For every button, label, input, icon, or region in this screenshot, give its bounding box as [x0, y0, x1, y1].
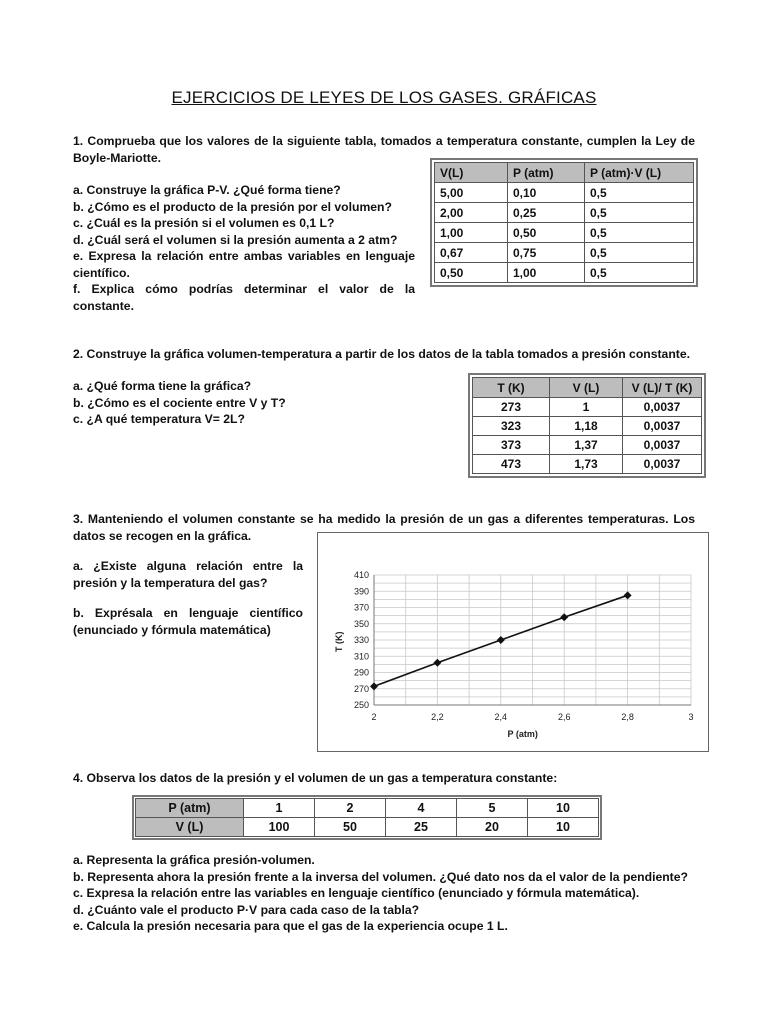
table-cell: 0,5 — [585, 183, 694, 203]
chart-axes — [354, 570, 694, 722]
ex1-question-a: a. Construye la gráfica P-V. ¿Qué forma tiene? — [73, 183, 341, 197]
ex4-question-c: c. Expresa la relación entre las variables en lenguaje científico (enunciado y fórmula matemática). — [73, 886, 640, 900]
chart-x-tick-label: 3 — [688, 712, 694, 722]
ex4-table-frame — [132, 795, 602, 840]
table-cell: 0,50 — [508, 223, 585, 243]
table-cell: 100 — [244, 818, 315, 837]
table-row — [435, 223, 694, 243]
table-cell: 0,67 — [435, 243, 508, 263]
ex1-questions — [73, 182, 415, 314]
ex2-questions — [73, 378, 373, 428]
chart-grid — [374, 575, 691, 705]
chart-x-tick-label: 2 — [371, 712, 377, 722]
chart-data-point — [560, 613, 568, 621]
ex3-chart — [318, 533, 708, 751]
table-cell: 1,37 — [550, 436, 623, 455]
table-cell: 0,5 — [585, 223, 694, 243]
ex1-question-e: e. Expresa la relación entre ambas variables en lenguaje científico. — [73, 249, 415, 280]
chart-data-point — [624, 591, 632, 599]
table-cell: 0,0037 — [623, 455, 702, 474]
chart-y-tick-label: 290 — [353, 667, 369, 678]
table-cell: 273 — [473, 398, 550, 417]
table-cell: 10 — [528, 818, 599, 837]
chart-y-tick-label: 270 — [353, 683, 369, 694]
chart-y-tick-label: 370 — [353, 602, 369, 613]
chart-data-point — [497, 636, 505, 644]
table-cell: 1,73 — [550, 455, 623, 474]
chart-y-axis-label: T (K) — [334, 631, 344, 652]
chart-y-tick-label: 330 — [353, 635, 369, 645]
chart-y-tick-label: 250 — [353, 700, 369, 710]
ex3-chart-frame — [317, 532, 709, 752]
table-row — [473, 436, 702, 455]
table-cell: 1 — [550, 398, 623, 417]
chart-y-tick-label: 410 — [353, 570, 369, 580]
ex1-question-d: d. ¿Cuál será el volumen si la presión aumenta a 2 atm? — [73, 232, 398, 247]
ex2-header-ratio: V (L)/ T (K) — [623, 378, 702, 398]
table-row — [435, 243, 694, 263]
ex4-intro: 4. Observa los datos de la presión y el volumen de un gas a temperatura constante: — [73, 771, 558, 785]
ex1-header-pv: P (atm)·V (L) — [585, 163, 694, 183]
ex1-table-frame — [430, 158, 698, 287]
table-cell: 0,5 — [585, 203, 694, 223]
ex2-header-v: V (L) — [550, 378, 623, 398]
ex1-question-f: f. Explica cómo podrías determinar el valor de la constante. — [73, 282, 415, 313]
chart-data-point — [433, 659, 441, 667]
ex2-intro: 2. Construye la gráfica volumen-temperatura a partir de los datos de la tabla tomados a presión constante. — [73, 347, 690, 361]
ex2-question-c: c. ¿A qué temperatura V= 2L? — [73, 412, 245, 426]
table-cell: 1,18 — [550, 417, 623, 436]
table-row — [473, 417, 702, 436]
chart-y-tick-label: 310 — [353, 651, 369, 662]
chart-y-tick-label: 350 — [353, 618, 369, 629]
table-row — [435, 203, 694, 223]
table-cell: 0,5 — [585, 263, 694, 283]
table-row — [136, 818, 599, 837]
ex1-question-c: c. ¿Cuál es la presión si el volumen es 0,1 L? — [73, 216, 335, 230]
table-cell: 0,0037 — [623, 417, 702, 436]
table-cell: 0,0037 — [623, 398, 702, 417]
ex2-question-b: b. ¿Cómo es el cociente entre V y T? — [73, 395, 286, 410]
ex4-question-d: d. ¿Cuánto vale el producto P·V para cada caso de la tabla? — [73, 902, 420, 917]
table-cell: 1 — [244, 799, 315, 818]
table-cell: 0,50 — [435, 263, 508, 283]
chart-x-tick-label: 2,8 — [621, 712, 634, 722]
ex1-question-b: b. ¿Cómo es el producto de la presión por el volumen? — [73, 199, 392, 214]
table-cell: 4 — [386, 799, 457, 818]
table-cell: 0,75 — [508, 243, 585, 263]
ex4-question-a: a. Representa la gráfica presión-volumen. — [73, 853, 315, 867]
ex2-question-a: a. ¿Qué forma tiene la gráfica? — [73, 379, 252, 393]
table-cell: 0,25 — [508, 203, 585, 223]
table-row — [435, 183, 694, 203]
ex4-questions — [73, 852, 723, 935]
chart-x-tick-label: 2,2 — [431, 712, 444, 722]
table-row — [473, 398, 702, 417]
table-cell: 1,00 — [508, 263, 585, 283]
ex2-table-frame — [468, 373, 706, 478]
table-cell: 25 — [386, 818, 457, 837]
chart-x-tick-label: 2,4 — [494, 712, 508, 722]
ex1-table-header — [435, 163, 694, 183]
chart-x-tick-label: 2,6 — [557, 712, 571, 722]
table-cell: 10 — [528, 799, 599, 818]
chart-y-tick-label: 390 — [353, 586, 369, 597]
ex2-header-t: T (K) — [473, 378, 550, 398]
ex2-table — [472, 377, 702, 474]
table-cell: 0,5 — [585, 243, 694, 263]
table-row — [435, 263, 694, 283]
ex4-row-label-v: V (L) — [136, 818, 244, 837]
ex1-intro: 1. Comprueba que los valores de la siguiente tabla, tomados a temperatura constante, cumplen la Ley de Boyle-Mariotte. — [73, 134, 695, 165]
table-cell: 323 — [473, 417, 550, 436]
ex4-row-label-p: P (atm) — [136, 799, 244, 818]
ex1-header-p: P (atm) — [508, 163, 585, 183]
table-row — [136, 799, 599, 818]
ex2-table-header — [473, 378, 702, 398]
table-cell: 50 — [315, 818, 386, 837]
ex4-table — [135, 798, 599, 837]
table-cell: 5 — [457, 799, 528, 818]
ex4-question-b: b. Representa ahora la presión frente a la inversa del volumen. ¿Qué dato nos da el valor de la pendiente? — [73, 869, 688, 884]
ex4-question-e: e. Calcula la presión necesaria para que el gas de la experiencia ocupe 1 L. — [73, 919, 508, 933]
ex3-intro: 3. Manteniendo el volumen constante se ha medido la presión de un gas a diferentes temperaturas. Los datos se recogen en la gráfica. — [73, 512, 695, 543]
page-title: EJERCICIOS DE LEYES DE LOS GASES. GRÁFICAS — [171, 88, 597, 107]
ex3-question-a: a. ¿Existe alguna relación entre la presión y la temperatura del gas? — [73, 559, 303, 590]
chart-x-axis-label: P (atm) — [507, 729, 538, 739]
table-cell: 5,00 — [435, 183, 508, 203]
table-cell: 20 — [457, 818, 528, 837]
table-cell: 373 — [473, 436, 550, 455]
table-cell: 2 — [315, 799, 386, 818]
table-cell: 0,0037 — [623, 436, 702, 455]
ex1-header-v: V(L) — [435, 163, 508, 183]
table-cell: 2,00 — [435, 203, 508, 223]
ex3-questions — [73, 558, 303, 638]
table-cell: 1,00 — [435, 223, 508, 243]
ex3-question-b: b. Exprésala en lenguaje científico (enunciado y fórmula matemática) — [73, 606, 303, 637]
table-cell: 0,10 — [508, 183, 585, 203]
table-cell: 473 — [473, 455, 550, 474]
table-row — [473, 455, 702, 474]
ex1-table — [434, 162, 694, 283]
